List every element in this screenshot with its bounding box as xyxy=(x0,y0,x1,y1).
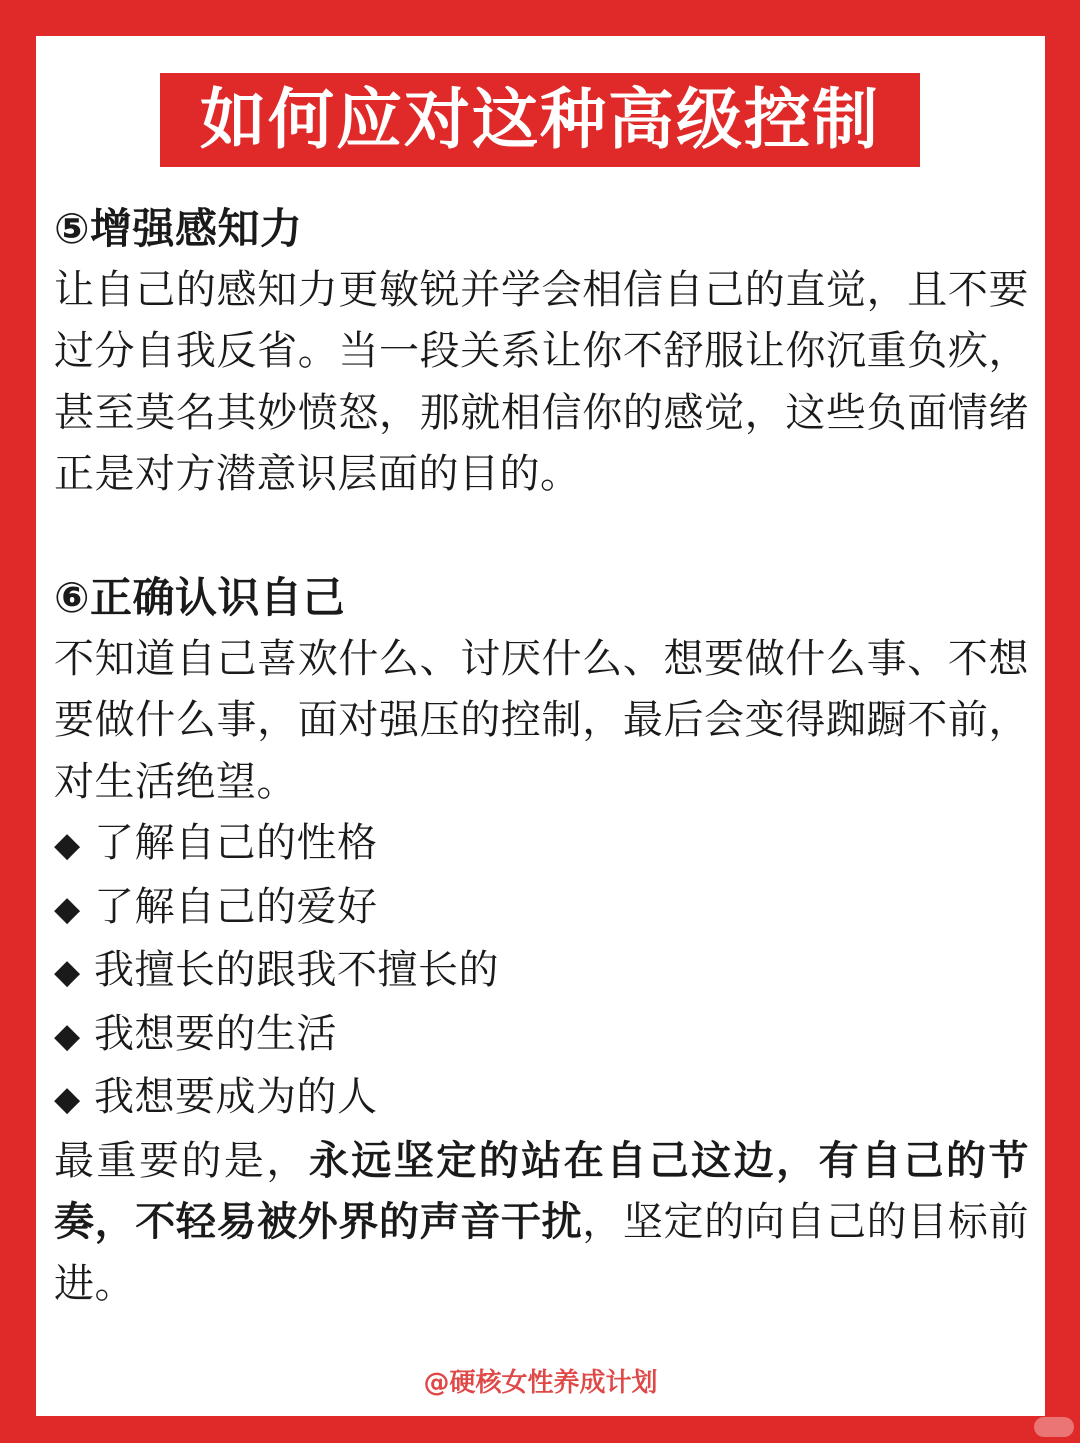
list-item: ◆ 了解自己的性格 xyxy=(54,813,1029,877)
list-item: ◆ 了解自己的爱好 xyxy=(54,877,1029,941)
page-title: 如何应对这种高级控制 xyxy=(160,73,920,167)
diamond-bullet-icon: ◆ xyxy=(54,1015,81,1056)
list-item: ◆ 我想要成为的人 xyxy=(54,1067,1029,1131)
watermark-badge xyxy=(1034,1417,1074,1437)
conclusion-emphasis: 永远坚定的站在自己这边，有自己的节奏，不轻易被外界的声音干扰 xyxy=(54,1137,1030,1245)
conclusion-tail: ，坚定的向自己的目标前进。 xyxy=(54,1199,1030,1307)
diamond-bullet-icon: ◆ xyxy=(54,952,81,992)
conclusion-paragraph xyxy=(54,1131,1029,1316)
section-5-paragraph: 让自己的感知力更敏锐并学会相信自己的直觉，且不要过分自我反省。当一段关系让你不舒服让你沉重负疚，甚至莫名其妙愤怒，那就相信你的感觉，这些负面情绪正是对方潜意识层面的目的。 xyxy=(54,266,1029,497)
content-card xyxy=(36,36,1045,1416)
section-5-heading: ⑤增强感知力 xyxy=(54,204,303,253)
section-spacer xyxy=(54,506,1029,568)
self-knowledge-list xyxy=(54,813,1029,1131)
diamond-bullet-icon: ◆ xyxy=(54,1079,81,1119)
section-6-heading: ⑥正确认识自己 xyxy=(54,573,346,622)
conclusion-lead: 最重要的是， xyxy=(54,1137,309,1184)
section-6-paragraph: 不知道自己喜欢什么、讨厌什么、想要做什么事、不想要做什么事，面对强压的控制，最后会变得踟蹰不前，对生活绝望。 xyxy=(54,635,1029,805)
article-body xyxy=(54,198,1029,1315)
diamond-bullet-icon: ◆ xyxy=(54,888,81,929)
list-item: ◆ 我擅长的跟我不擅长的 xyxy=(54,940,1029,1004)
list-item: ◆ 我想要的生活 xyxy=(54,1004,1029,1068)
author-handle: @硬核女性养成计划 xyxy=(423,1368,658,1398)
diamond-bullet-icon: ◆ xyxy=(54,825,81,865)
